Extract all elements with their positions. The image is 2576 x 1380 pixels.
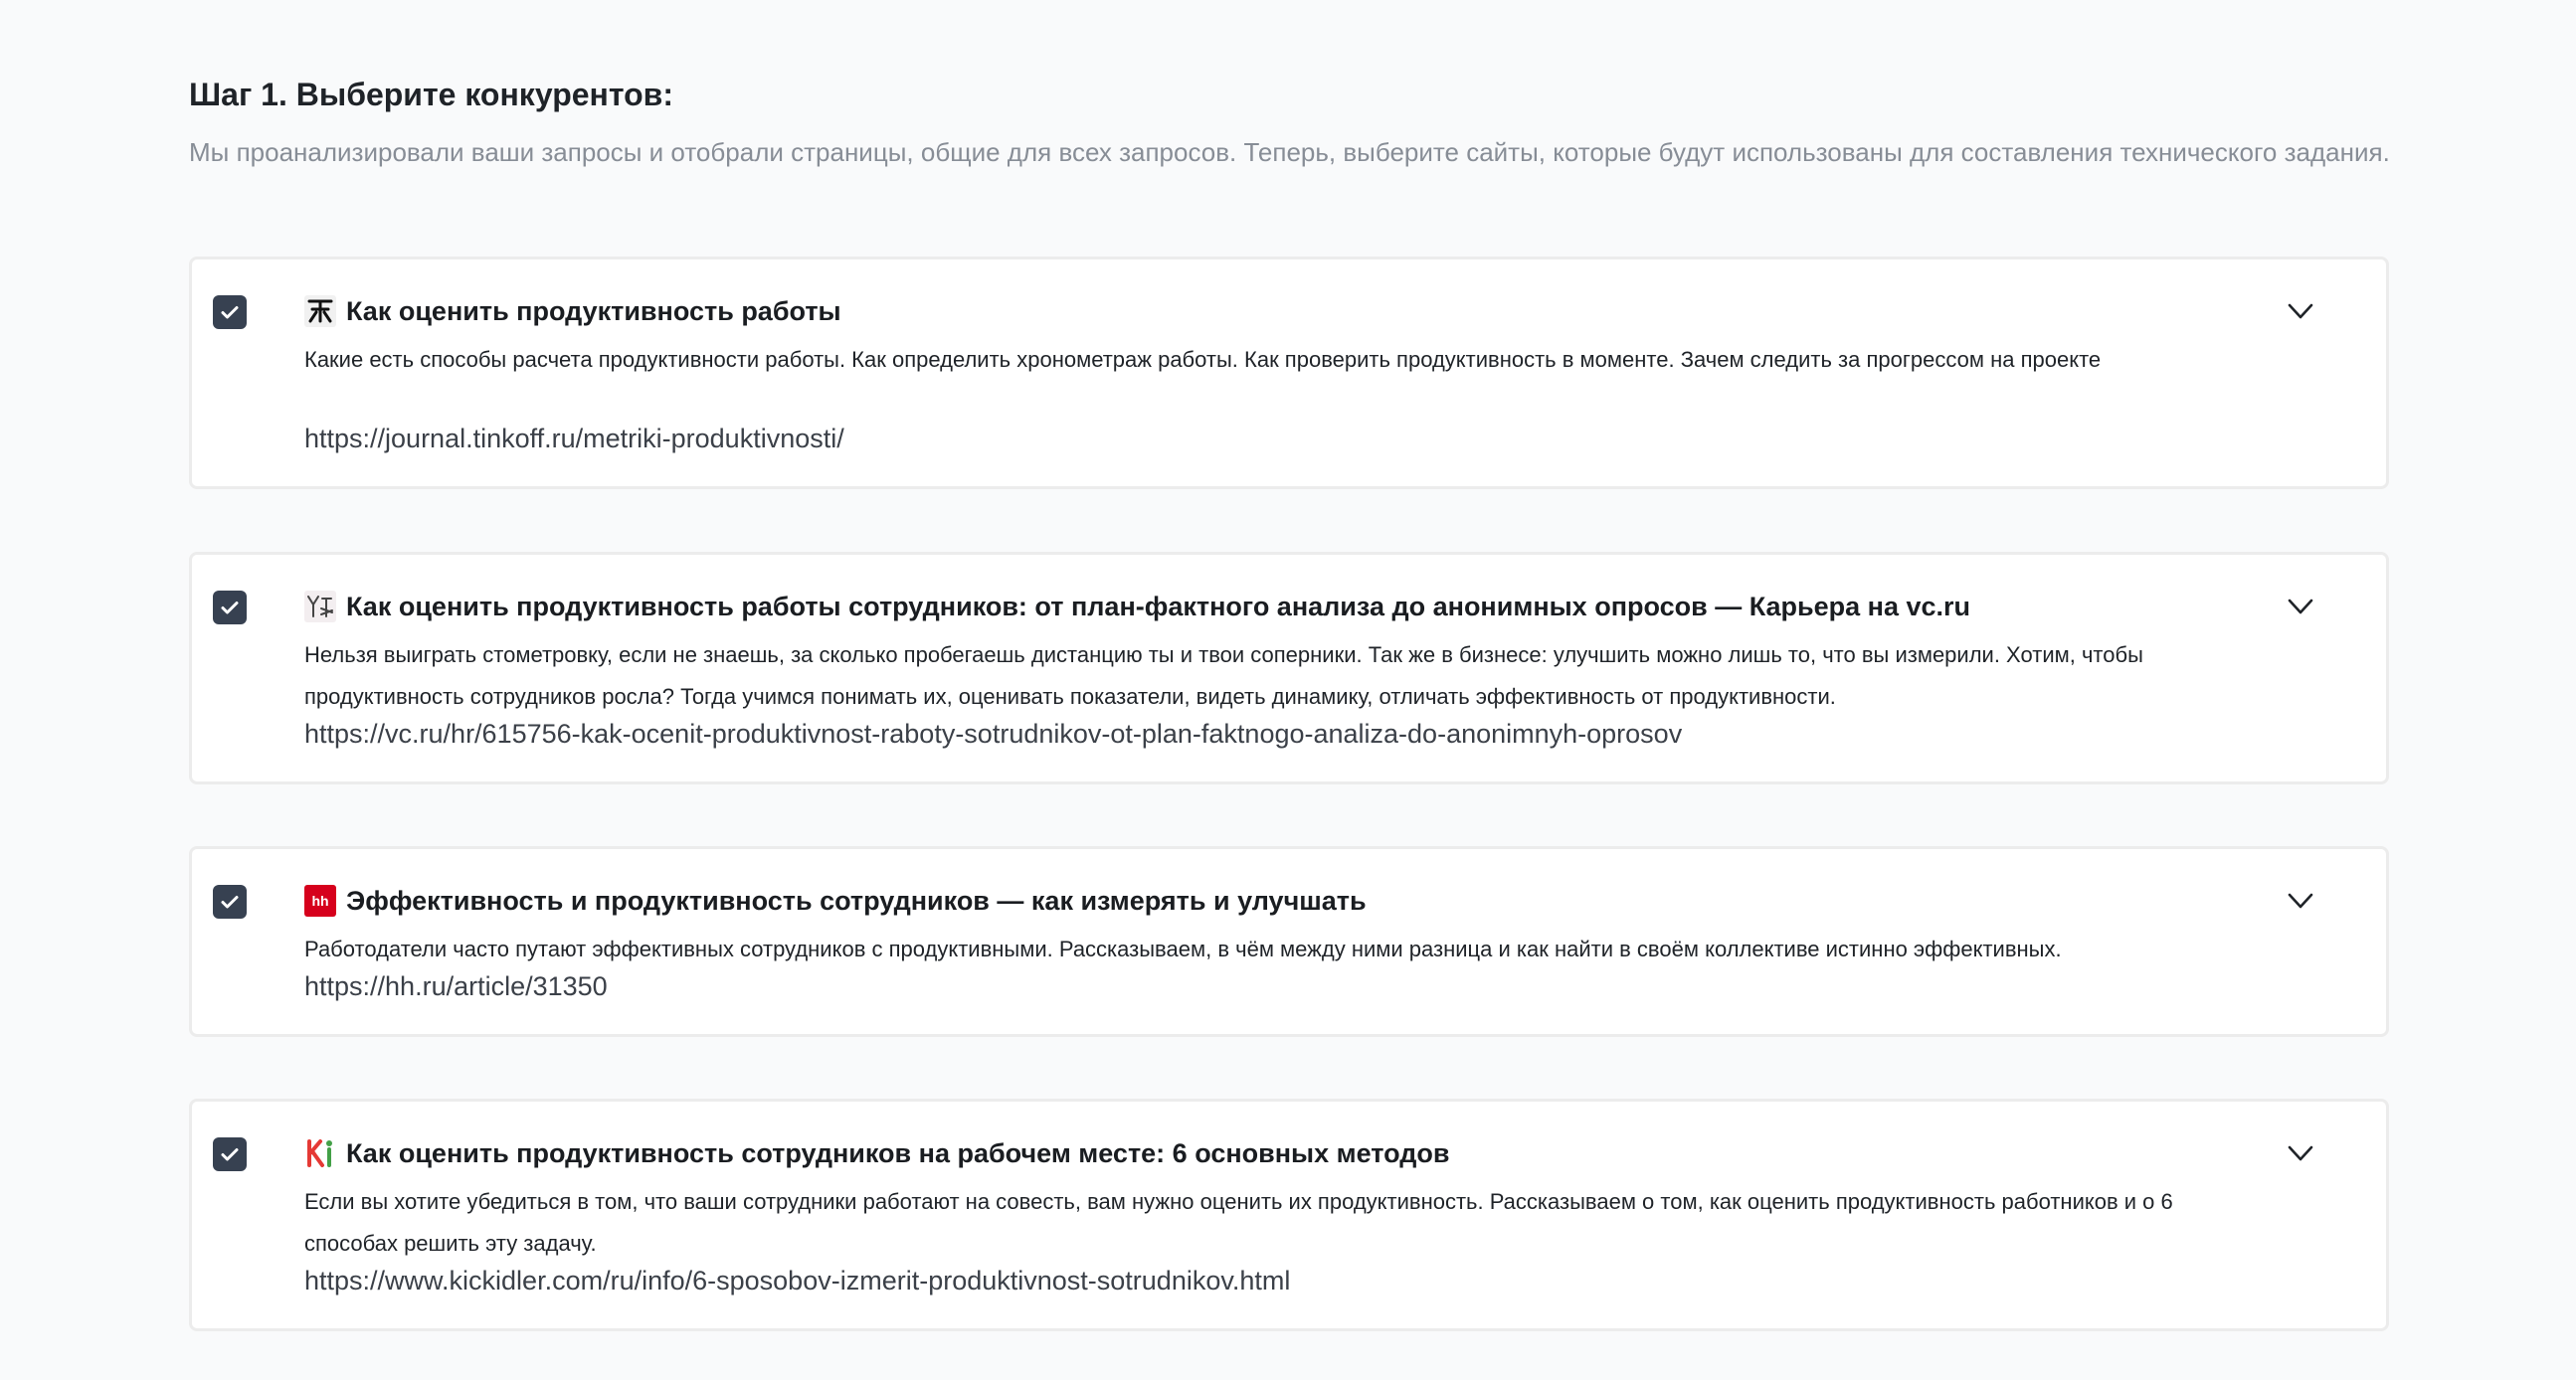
competitor-title: Как оценить продуктивность работы: [346, 296, 841, 326]
step-title: Шаг 1. Выберите конкурентов:: [189, 77, 673, 112]
step-description: Мы проанализировали ваши запросы и отобрали страницы, общие для всех запросов. Теперь, выберите сайты, которые будут использованы для составления технического задания.: [189, 137, 2390, 167]
expand-chevron-down-icon[interactable]: [2288, 597, 2313, 616]
competitor-checkbox[interactable]: [213, 1137, 247, 1171]
competitor-title: Эффективность и продуктивность сотрудников — как измерять и улучшать: [346, 886, 1367, 916]
competitor-description: Какие есть способы расчета продуктивности работы. Как определить хронометраж работы. Как проверить продуктивность в моменте. Зачем следить за прогрессом на проекте: [304, 347, 2102, 372]
expand-chevron-down-icon[interactable]: [2288, 891, 2313, 911]
check-icon: [218, 596, 242, 619]
competitor-url-link[interactable]: https://hh.ru/article/31350: [304, 971, 608, 1001]
competitor-checkbox[interactable]: [213, 591, 247, 624]
competitor-title: Как оценить продуктивность работы сотрудников: от план-фактного анализа до анонимных опросов — Карьера на vc.ru: [346, 592, 1971, 621]
vc-ru-favicon-icon: [304, 591, 336, 622]
competitor-url-link[interactable]: https://vc.ru/hr/615756-kak-ocenit-produktivnost-raboty-sotrudnikov-ot-plan-faktnogo-analiza-do-anonimnyh-oprosov: [304, 719, 1683, 749]
tinkoff-journal-favicon-icon: [304, 295, 336, 327]
check-icon: [218, 890, 242, 914]
hh-ru-favicon-icon: [304, 885, 336, 917]
competitor-title: Как оценить продуктивность сотрудников на рабочем месте: 6 основных методов: [346, 1138, 1450, 1168]
expand-chevron-down-icon[interactable]: [2288, 1143, 2313, 1163]
competitor-url-link[interactable]: https://journal.tinkoff.ru/metriki-produktivnosti/: [304, 424, 844, 453]
competitor-description: Если вы хотите убедиться в том, что ваши сотрудники работают на совесть, вам нужно оценить их продуктивность. Рассказываем о том, как оценить продуктивность работников и о 6 способах решить эту задачу.: [304, 1189, 2173, 1256]
competitor-checkbox[interactable]: [213, 885, 247, 919]
competitor-description: Нельзя выиграть стометровку, если не знаешь, за сколько пробегаешь дистанцию ты и твои соперники. Так же в бизнесе: улучшить можно лишь то, что вы измерили. Хотим, чтобы продуктивность сотрудников росла? Тогда учимся понимать их, оценивать показатели, видеть динамику, отличать эффективность от продуктивности.: [304, 642, 2143, 709]
competitor-card[interactable]: [189, 846, 2389, 1037]
competitor-description: Работодатели часто путают эффективных сотрудников с продуктивными. Рассказываем, в чём между ними разница и как найти в своём коллективе истинно эффективных.: [304, 937, 2062, 961]
kickidler-favicon-icon: [304, 1137, 336, 1169]
check-icon: [218, 300, 242, 324]
expand-chevron-down-icon[interactable]: [2288, 301, 2313, 321]
competitor-checkbox[interactable]: [213, 295, 247, 329]
svg-text:hh: hh: [311, 893, 329, 909]
check-icon: [218, 1142, 242, 1166]
competitor-card[interactable]: [189, 1099, 2389, 1331]
competitor-url-link[interactable]: https://www.kickidler.com/ru/info/6-sposobov-izmerit-produktivnost-sotrudnikov.html: [304, 1266, 1291, 1295]
competitor-card[interactable]: [189, 257, 2389, 489]
competitor-card[interactable]: [189, 552, 2389, 784]
